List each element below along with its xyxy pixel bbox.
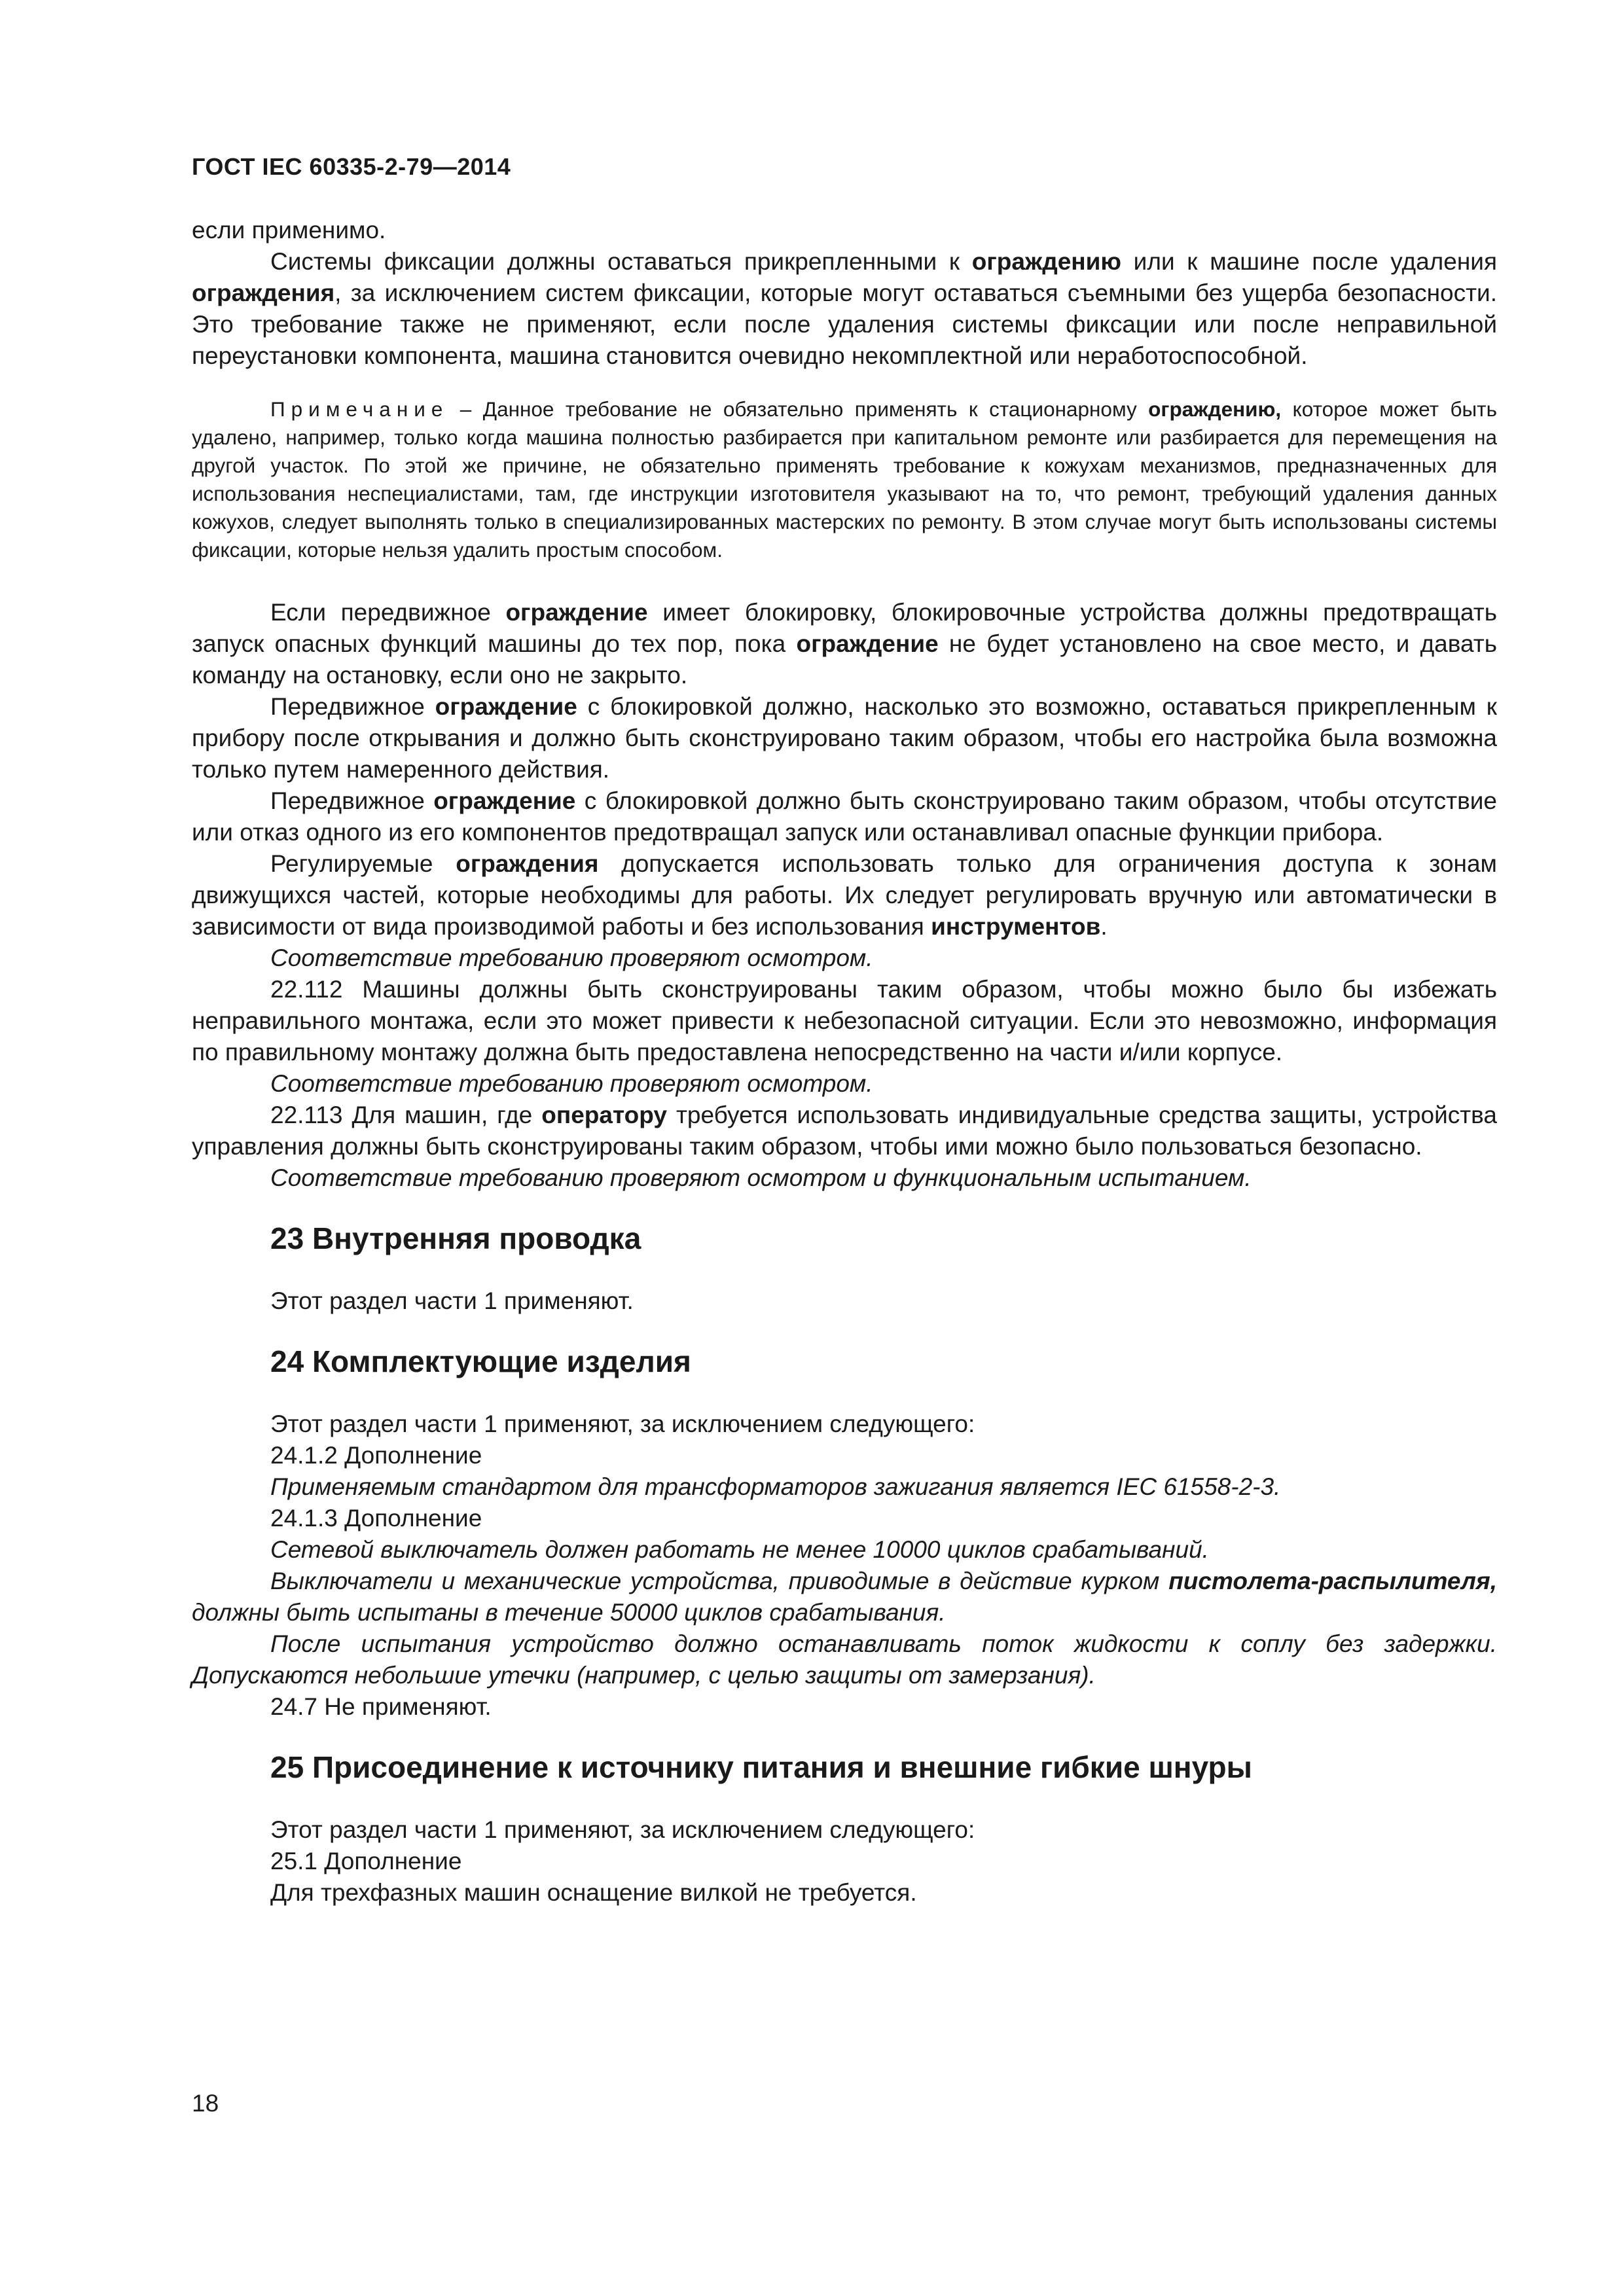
paragraph-continuation: если применимо. [192,217,386,243]
clause-25-1-text: Для трехфазных машин оснащение вилкой не требуется. [270,1879,917,1906]
clause-24-1-2-text: Применяемым стандартом для трансформаторов зажигания является IEC 61558-2-3. [270,1473,1281,1500]
compliance-check-functional: Соответствие требованию проверяют осмотром и функциональным испытанием. [270,1164,1252,1191]
section-heading-23: 23 Внутренняя проводка [270,1221,641,1255]
page-content [192,215,1497,1909]
section-24-intro: Этот раздел части 1 применяют, за исключением следующего: [270,1410,975,1437]
note-block: Примечание – Данное требование не обязательно применять к стационарному ограждению, которое может быть удалено, например, только когда машина полностью разбирается при капитальном ремонте или разбирается для перемещения на другой участок. По этой же причине, не обязательно применять требование к кожухам механизмов, предназначенных для использования неспециалистами, там, где инструкции изготовителя указывают на то, что ремонт, требующий удаления данных кожухов, следует выполнять только в специализированных мастерских по ремонту. В этом случае могут быть использованы системы фиксации, которые нельзя удалить простым способом. [192,397,1497,562]
compliance-check-inspection: Соответствие требованию проверяют осмотром. [270,1070,873,1097]
standard-code-header: ГОСТ IEC 60335-2-79—2014 [192,153,511,180]
clause-24-1-3-leak: После испытания устройство должно останавливать поток жидкости к соплу без задержки. Допускаются небольшие утечки (например, с целью защиты от замерзания). [192,1630,1497,1689]
note-label: Примечание [270,397,449,421]
paragraph-fixation-systems: Системы фиксации должны оставаться прикрепленными к ограждению или к машине после удаления ограждения, за исключением систем фиксации, которые могут оставаться съемными без ущерба безопасности. Это требование также не применяют, если после удаления системы фиксации или после неправильной переустановки компонента, машина становится очевидно некомплектной или неработоспособной. [192,248,1497,369]
section-23-text: Этот раздел части 1 применяют. [270,1287,634,1314]
section-heading-24: 24 Комплектующие изделия [270,1344,691,1378]
section-heading-25: 25 Присоединение к источнику питания и внешние гибкие шнуры [270,1750,1252,1784]
section-25-intro: Этот раздел части 1 применяют, за исключением следующего: [270,1816,975,1843]
clause-25-1: 25.1 Дополнение [270,1848,462,1874]
clause-24-1-2: 24.1.2 Дополнение [270,1442,482,1469]
paragraph-movable-guard-interlock: Если передвижное ограждение имеет блокировку, блокировочные устройства должны предотвращать запуск опасных функций машины до тех пор, пока ограждение не будет установлено на свое место, и давать команду на остановку, если оно не закрыто. [192,599,1497,689]
paragraph-adjustable-guards: Регулируемые ограждения допускается использовать только для ограничения доступа к зонам движущихся частей, которые необходимы для работы. Их следует регулировать вручную или автоматически в зависимости от вида производимой работы и без использования инструментов. [192,850,1497,940]
page-number: 18 [192,2090,219,2117]
clause-24-1-3: 24.1.3 Дополнение [270,1505,482,1532]
clause-24-7: 24.7 Не применяют. [270,1693,492,1720]
clause-22-112: 22.112 Машины должны быть сконструированы таким образом, чтобы можно было бы избежать неправильного монтажа, если это может привести к небезопасной ситуации. Если это невозможно, информация по правильному монтажу должна быть предоставлена непосредственно на части и/или корпусе. [192,976,1497,1066]
clause-24-1-3-trigger: Выключатели и механические устройства, приводимые в действие курком пистолета-распылителя, должны быть испытаны в течение 50000 циклов срабатывания. [192,1568,1497,1626]
clause-22-113: 22.113 Для машин, где оператору требуется использовать индивидуальные средства защиты, устройства управления должны быть сконструированы таким образом, чтобы ими можно было пользоваться безопасно. [192,1102,1497,1160]
compliance-check-inspection: Соответствие требованию проверяют осмотром. [270,944,873,971]
paragraph-guard-failure: Передвижное ограждение с блокировкой должно быть сконструировано таким образом, чтобы отсутствие или отказ одного из его компонентов предотвращал запуск или останавливал опасные функции прибора. [192,787,1498,846]
paragraph-guard-attached: Передвижное ограждение с блокировкой должно, насколько это возможно, оставаться прикрепленным к прибору после открывания и должно быть сконструировано таким образом, чтобы его настройка была возможна только путем намеренного действия. [192,693,1497,783]
clause-24-1-3-text: Сетевой выключатель должен работать не менее 10000 циклов срабатываний. [270,1536,1209,1563]
